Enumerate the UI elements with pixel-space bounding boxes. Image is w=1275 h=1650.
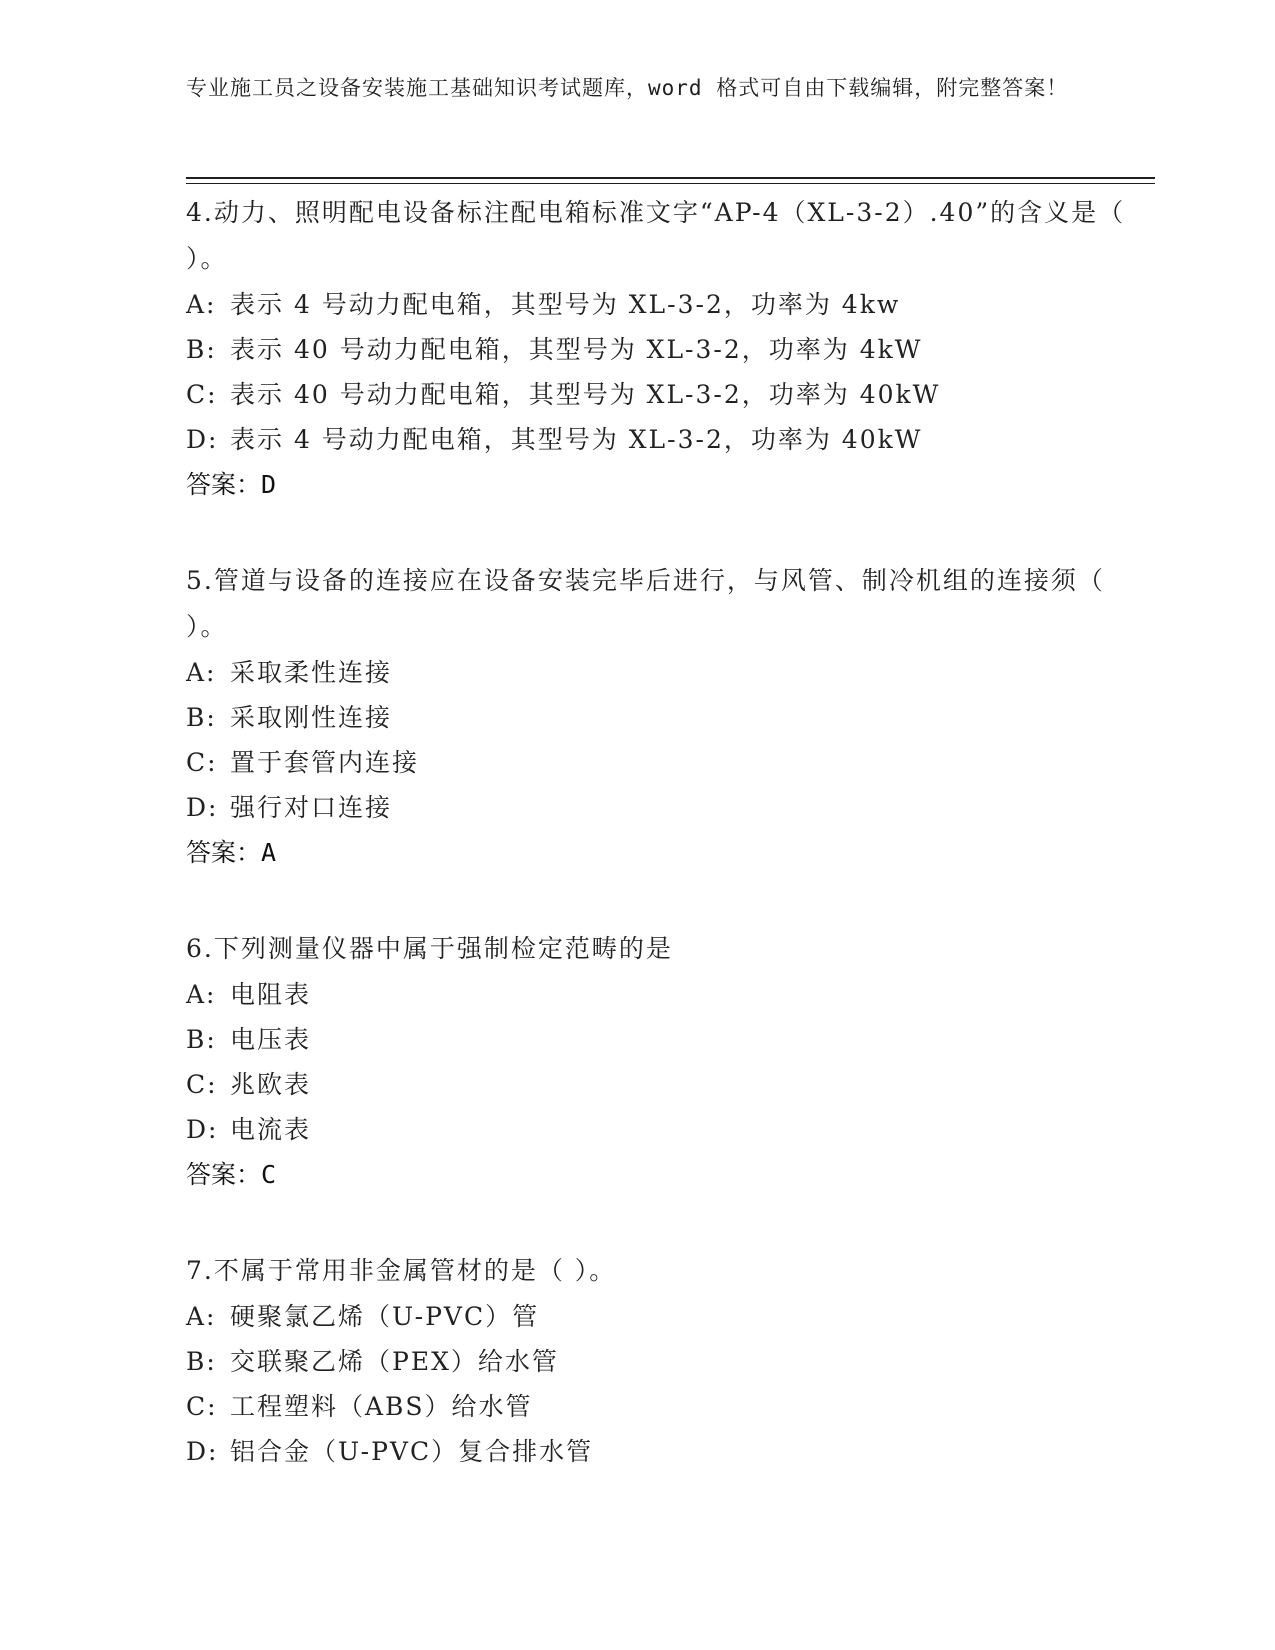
option-d <box>186 785 1155 830</box>
answer-line: 答案：C <box>186 1160 277 1189</box>
header-divider <box>186 177 1155 179</box>
document-header: 专业施工员之设备安装施工基础知识考试题库，word 格式可自由下载编辑，附完整答案！ <box>186 76 1069 100</box>
option-letter: C: <box>186 380 218 409</box>
option-b <box>186 1017 1155 1062</box>
option-d <box>186 417 1155 462</box>
question-stem: 5.管道与设备的连接应在设备安装完毕后进行，与风管、制冷机组的连接须（ ）。 <box>186 566 1105 641</box>
option-letter: B: <box>186 703 217 732</box>
option-b <box>186 327 1155 372</box>
option-text: 表示 4 号动力配电箱，其型号为 XL-3-2，功率为 40kW <box>230 425 923 454</box>
option-a <box>186 282 1155 327</box>
option-b <box>186 1339 1155 1384</box>
question-list <box>186 190 1155 1524</box>
option-text: 工程塑料（ABS）给水管 <box>230 1392 533 1421</box>
option-a <box>186 650 1155 695</box>
option-text: 电压表 <box>230 1025 312 1054</box>
option-text: 表示 4 号动力配电箱，其型号为 XL-3-2，功率为 4kw <box>230 290 901 319</box>
option-letter: B: <box>186 1347 217 1376</box>
option-letter: B: <box>186 1025 217 1054</box>
option-letter: A: <box>186 980 217 1009</box>
question-5 <box>186 558 1155 876</box>
option-text: 兆欧表 <box>230 1070 312 1099</box>
option-text: 采取柔性连接 <box>230 658 393 687</box>
option-letter: D: <box>186 425 219 454</box>
answer-line: 答案：D <box>186 470 277 499</box>
option-d <box>186 1107 1155 1152</box>
option-letter: D: <box>186 793 219 822</box>
option-c <box>186 1384 1155 1429</box>
option-a <box>186 1294 1155 1339</box>
option-a <box>186 972 1155 1017</box>
option-d <box>186 1429 1155 1474</box>
option-text: 铝合金（U-PVC）复合排水管 <box>230 1437 594 1466</box>
option-text: 置于套管内连接 <box>230 748 420 777</box>
option-letter: A: <box>186 658 217 687</box>
option-text: 电阻表 <box>230 980 312 1009</box>
question-stem: 7.不属于常用非金属管材的是（ ）。 <box>186 1256 617 1285</box>
option-letter: A: <box>186 290 217 319</box>
option-letter: D: <box>186 1437 219 1466</box>
option-c <box>186 372 1155 417</box>
option-text: 硬聚氯乙烯（U-PVC）管 <box>230 1302 540 1331</box>
option-text: 电流表 <box>230 1115 312 1144</box>
question-7 <box>186 1248 1155 1474</box>
option-c <box>186 1062 1155 1107</box>
option-text: 强行对口连接 <box>230 793 393 822</box>
header-divider-thin <box>186 183 1155 184</box>
option-text: 表示 40 号动力配电箱，其型号为 XL-3-2，功率为 4kW <box>230 335 923 364</box>
question-6 <box>186 926 1155 1198</box>
option-letter: C: <box>186 1070 218 1099</box>
option-letter: D: <box>186 1115 219 1144</box>
option-text: 表示 40 号动力配电箱，其型号为 XL-3-2，功率为 40kW <box>230 380 941 409</box>
answer-line: 答案：A <box>186 838 277 867</box>
option-letter: C: <box>186 748 218 777</box>
option-b <box>186 695 1155 740</box>
question-4 <box>186 190 1155 508</box>
option-letter: C: <box>186 1392 218 1421</box>
option-letter: B: <box>186 335 217 364</box>
option-text: 交联聚乙烯（PEX）给水管 <box>230 1347 559 1376</box>
option-letter: A: <box>186 1302 217 1331</box>
question-stem: 4.动力、照明配电设备标注配电箱标准文字“AP-4（XL-3-2）.40”的含义是（ ）。 <box>186 198 1126 273</box>
option-c <box>186 740 1155 785</box>
question-stem: 6.下列测量仪器中属于强制检定范畴的是 <box>186 934 673 963</box>
option-text: 采取刚性连接 <box>230 703 393 732</box>
